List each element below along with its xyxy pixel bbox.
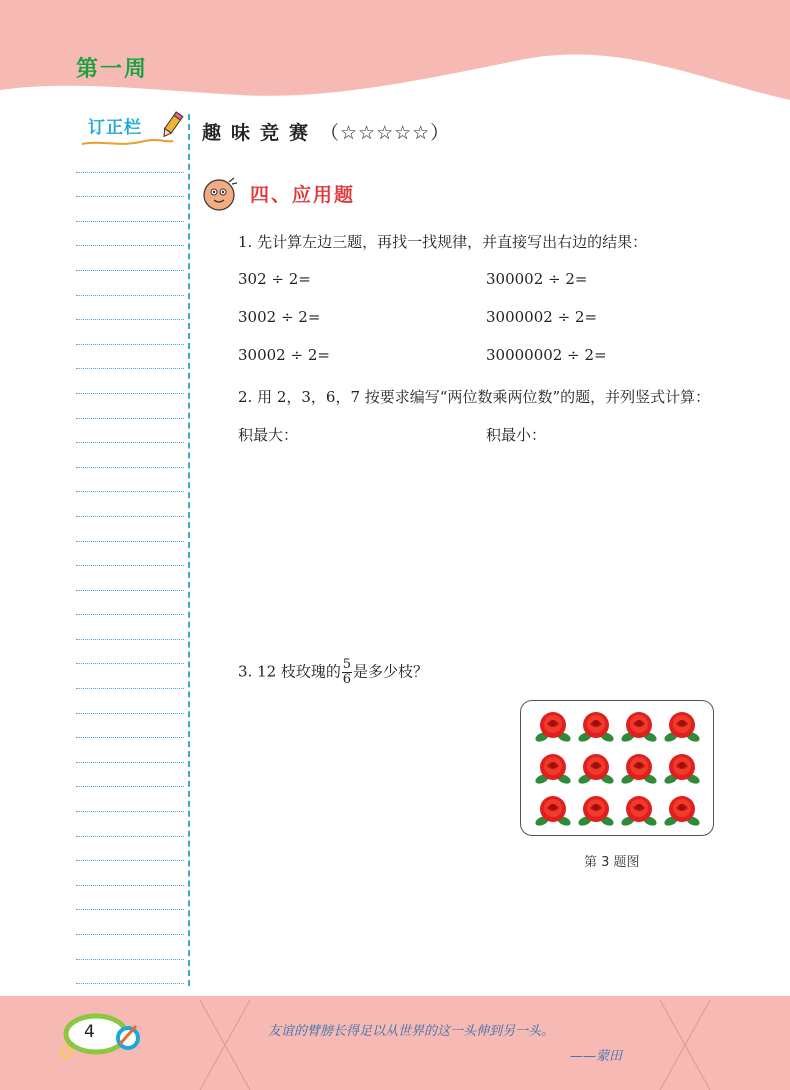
q1-right-equation: 300002 ÷ 2= <box>486 270 588 288</box>
q3-suffix: 是多少枝？ <box>352 662 428 681</box>
fraction <box>342 658 352 687</box>
fraction-denominator: 6 <box>342 672 352 687</box>
q1-left-equation: 30002 ÷ 2= <box>238 346 330 364</box>
max-product-label: 积最大： <box>238 426 299 444</box>
rose-icon <box>619 748 659 788</box>
page-number-badge <box>56 1006 146 1066</box>
q1-left-equation: 3002 ÷ 2= <box>238 308 321 326</box>
min-product-label: 积最小： <box>486 426 547 444</box>
question-2-prompt: 2. 用 2，3，6，7 按要求编写“两位数乘两位数”的题，并列竖式计算： <box>238 388 711 406</box>
roses-figure <box>520 700 714 836</box>
rose-icon <box>533 790 573 830</box>
q1-right-equation: 3000002 ÷ 2= <box>486 308 598 326</box>
footer-quote: 友谊的臂膀长得足以从世界的这一头伸到另一头。 <box>268 1024 555 1039</box>
heading-char: 趣 <box>201 122 221 144</box>
rose-icon <box>619 706 659 746</box>
rose-icon <box>662 748 702 788</box>
column-divider <box>188 114 190 986</box>
section-title: 四、应用题 <box>250 184 356 206</box>
quote-author: ——蒙田 <box>570 1049 623 1064</box>
q1-right-equation: 30000002 ÷ 2= <box>486 346 607 364</box>
rose-icon <box>662 790 702 830</box>
page-number: 4 <box>84 1022 95 1042</box>
fun-competition-heading <box>198 118 450 145</box>
rose-icon <box>533 706 573 746</box>
title-underline <box>80 138 175 148</box>
figure-caption: 第 3 题图 <box>584 855 640 870</box>
rose-icon <box>662 706 702 746</box>
question-1-prompt: 1. 先计算左边三题，再找一找规律，并直接写出右边的结果： <box>238 233 648 251</box>
rose-icon <box>619 790 659 830</box>
week-title: 第一周 <box>76 57 149 82</box>
heading-char: 赛 <box>285 118 312 145</box>
rose-icon <box>576 706 616 746</box>
pencil-icon <box>160 110 184 140</box>
question-3-prompt <box>238 658 428 687</box>
difficulty-stars: （☆☆☆☆☆） <box>320 122 451 144</box>
rose-icon <box>576 748 616 788</box>
fraction-numerator: 5 <box>342 657 352 672</box>
mascot-icon <box>199 174 239 214</box>
heading-char: 味 <box>227 118 254 145</box>
correction-column-title: 订正栏 <box>88 118 142 138</box>
rose-icon <box>533 748 573 788</box>
rose-icon <box>576 790 616 830</box>
heading-char: 竞 <box>259 122 279 144</box>
q1-left-equation: 302 ÷ 2= <box>238 270 311 288</box>
q3-prefix: 3. 12 枝玫瑰的 <box>238 662 341 681</box>
correction-lines[interactable] <box>76 148 184 988</box>
